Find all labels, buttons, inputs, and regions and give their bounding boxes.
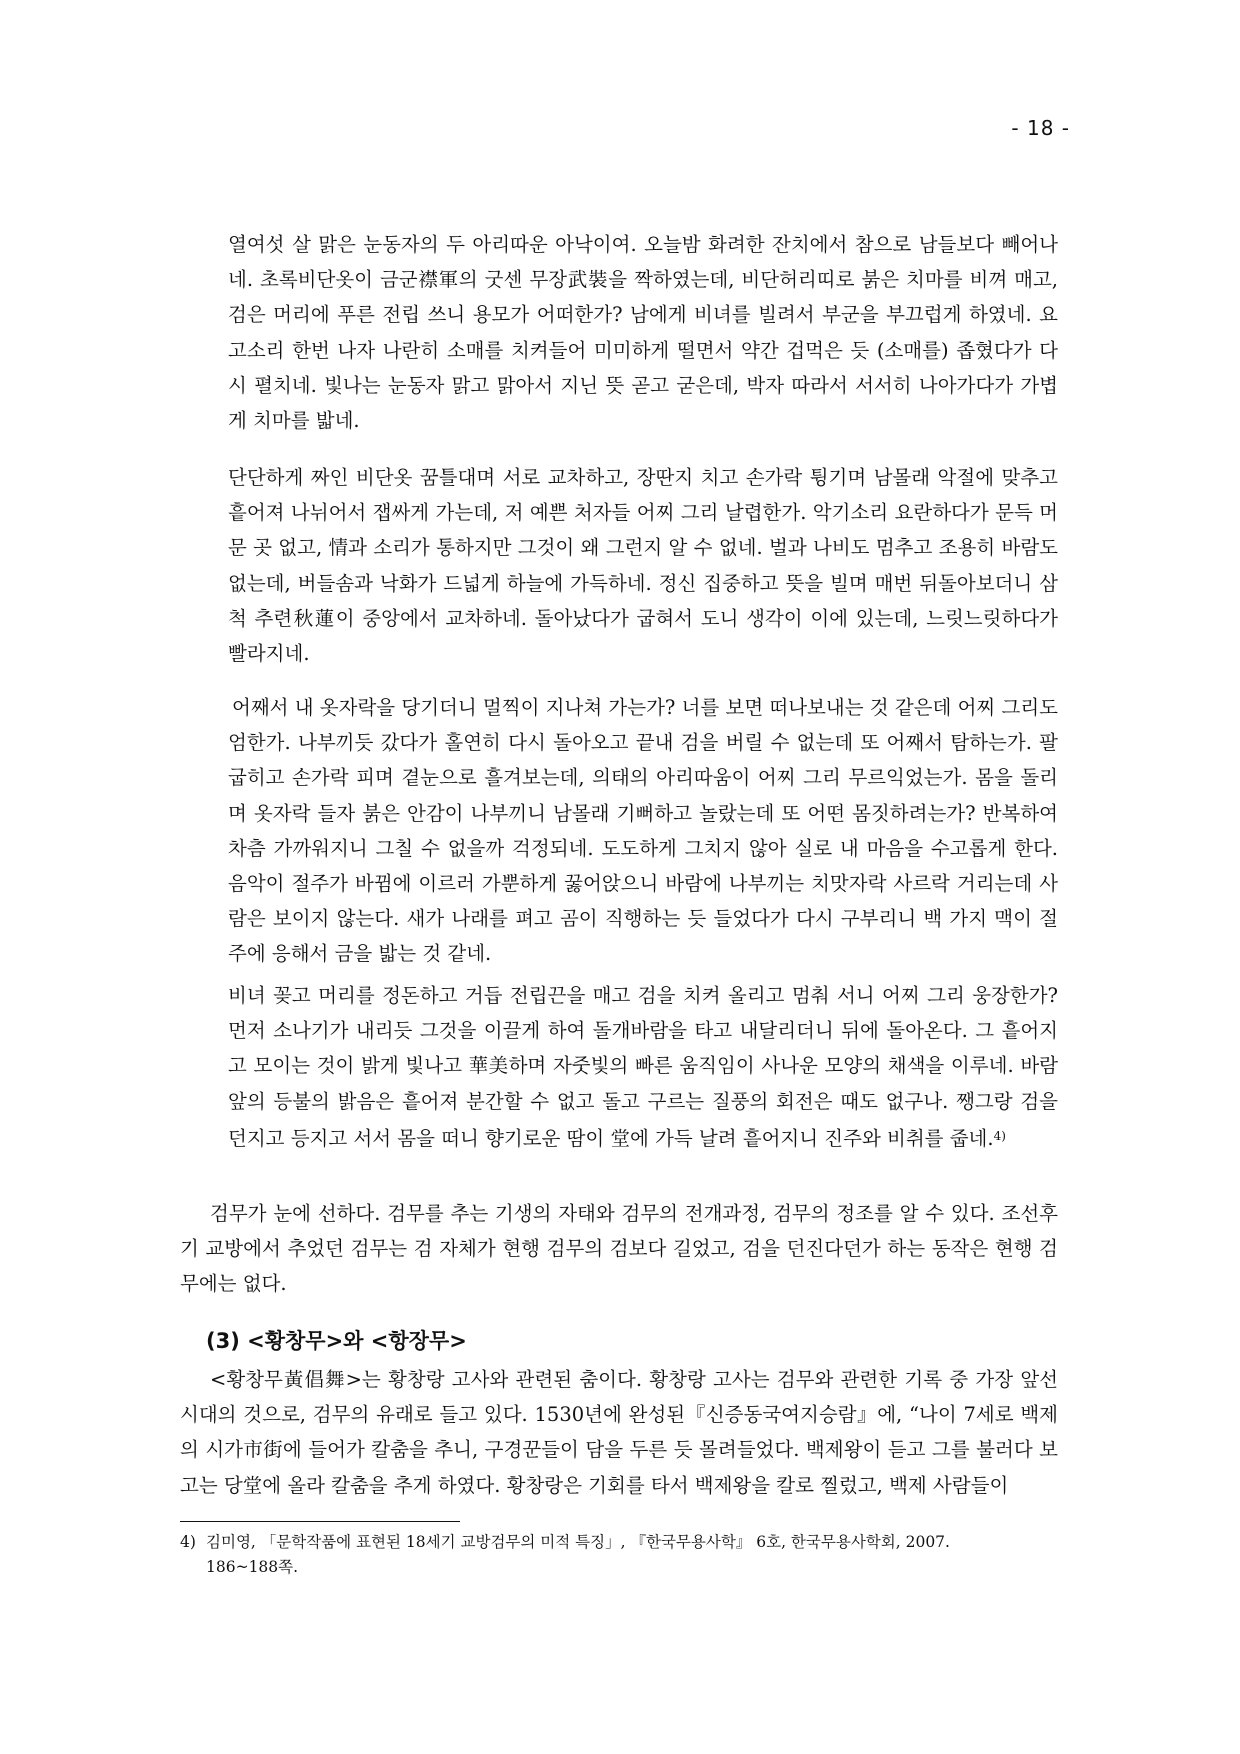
body-paragraph: 검무가 눈에 선하다. 검무를 추는 기생의 자태와 검무의 전개과정, 검무의 정조를 알 수 있다. 조선후기 교방에서 추었던 검무는 검 자체가 현행 검무의 검보다 길었고, 검을 던진다던가 하는 동작은 현행 검무에는 없다. bbox=[180, 1202, 1058, 1296]
footnote-number: 4) bbox=[180, 1533, 196, 1551]
quote-paragraph-text: 비녀 꽂고 머리를 정돈하고 거듭 전립끈을 매고 검을 치켜 올리고 멈춰 서니 어찌 그리 웅장한가? 먼저 소나기가 내리듯 그것을 이끌게 하여 돌개바람을 타고 내달리더니 뒤에 돌아온다. 그 흩어지고 모이는 것이 밝게 빛나고 華美하며 자줏빛의 빠른 움직임이 사나운 모양의 채색을 이루네. 바람 앞의 등불의 밝음은 흩어져 분간할 수 없고 돌고 구르는 질풍의 회전은 때도 없구나. 쨍그랑 검을 던지고 등지고 서서 몸을 떠니 향기로운 땀이 堂에 가득 날려 흩어지니 진주와 비취를 줍네. bbox=[228, 984, 1058, 1150]
quote-paragraph-text: 열여섯 살 맑은 눈동자의 두 아리따운 아낙이여. 오늘밤 화려한 잔치에서 참으로 남들보다 빼어나네. 초록비단옷이 금군襟軍의 굿센 무장武裝을 짝하였는데, 비단허리띠로 붉은 치마를 비껴 매고, 검은 머리에 푸른 전립 쓰니 용모가 어떠한가? 남에게 비녀를 빌려서 부군을 부끄럽게 하였네. 요고소리 한번 나자 나란히 소매를 치켜들어 미미하게 떨면서 약간 겁먹은 듯 (소매를) 좁혔다가 다시 펼치네. 빛나는 눈동자 맑고 맑아서 지닌 뜻 곧고 굳은데, 박자 따라서 서서히 나아가다가 가볍게 치마를 밟네. bbox=[228, 233, 1058, 433]
section-heading: (3) <황창무>와 <항장무> bbox=[206, 1329, 467, 1353]
footnote-reference: 4) bbox=[993, 1128, 1006, 1143]
footnote-divider bbox=[180, 1521, 460, 1522]
page-number: - 18 - bbox=[1011, 116, 1070, 140]
quote-paragraph bbox=[228, 978, 1058, 1156]
quote-paragraph-text: 어째서 내 옷자락을 당기더니 멀찍이 지나쳐 가는가? 너를 보면 떠나보내는 것 같은데 어찌 그리도 엄한가. 나부끼듯 갔다가 홀연히 다시 돌아오고 끝내 검을 버릴 수 없는데 또 어째서 탐하는가. 팔 굽히고 손가락 피며 곁눈으로 흘겨보는데, 의태의 아리따움이 어찌 그리 무르익었는가. 몸을 돌리며 옷자락 들자 붉은 안감이 나부끼니 남몰래 기뻐하고 놀랐는데 또 어떤 몸짓하려는가? 반복하여 차츰 가까워지니 그칠 수 없을까 걱정되네. 도도하게 그치지 않아 실로 내 마음을 수고롭게 한다. 음악이 절주가 바뀜에 이르러 가뿐하게 꿇어앉으니 바람에 나부끼는 치맛자락 사르락 거리는데 사람은 보이지 않는다. 새가 나래를 펴고 곰이 직행하는 듯 들었다가 다시 구부리니 백 가지 맥이 절주에 응해서 금을 밟는 것 같네. bbox=[228, 696, 1058, 966]
quote-paragraph-with-footnote bbox=[228, 978, 1058, 1156]
quote-paragraph bbox=[228, 690, 1058, 972]
footnote bbox=[180, 1530, 1058, 1580]
quote-paragraph-text: 단단하게 짜인 비단옷 꿈틀대며 서로 교차하고, 장딴지 치고 손가락 튕기며 남몰래 악절에 맞추고 흩어져 나뉘어서 잽싸게 가는데, 저 예쁜 처자들 어찌 그리 날렵한가. 악기소리 요란하다가 문득 머문 곳 없고, 情과 소리가 통하지만 그것이 왜 그런지 알 수 없네. 벌과 나비도 멈추고 조용히 바람도 없는데, 버들솜과 낙화가 드넓게 하늘에 가득하네. 정신 집중하고 뜻을 빌며 매번 뒤돌아보더니 삼 척 추련秋蓮이 중앙에서 교차하네. 돌아났다가 굽혀서 도니 생각이 이에 있는데, 느릿느릿하다가 빨라지네. bbox=[228, 466, 1058, 666]
footnote-text-line2: 186~188쪽. bbox=[206, 1558, 299, 1576]
body-paragraph: <황창무黃倡舞>는 황창랑 고사와 관련된 춤이다. 황창랑 고사는 검무와 관련한 기록 중 가장 앞선 시대의 것으로, 검무의 유래로 들고 있다. 1530년에 완성된『신증동국여지승람』에, “나이 7세로 백제의 시가市街에 들어가 칼춤을 추니, 구경꾼들이 담을 두른 듯 몰려들었다. 백제왕이 듣고 그를 불러다 보고는 당堂에 올라 칼춤을 추게 하였다. 황창랑은 기회를 타서 백제왕을 칼로 찔렀고, 백제 사람들이 bbox=[180, 1368, 1058, 1497]
quote-paragraph bbox=[228, 227, 1058, 438]
quote-paragraph bbox=[228, 460, 1058, 671]
footnote-text-line1: 김미영, 「문학작품에 표현된 18세기 교방검무의 미적 특징」, 『한국무용사학』 6호, 한국무용사학회, 2007. bbox=[206, 1533, 950, 1551]
